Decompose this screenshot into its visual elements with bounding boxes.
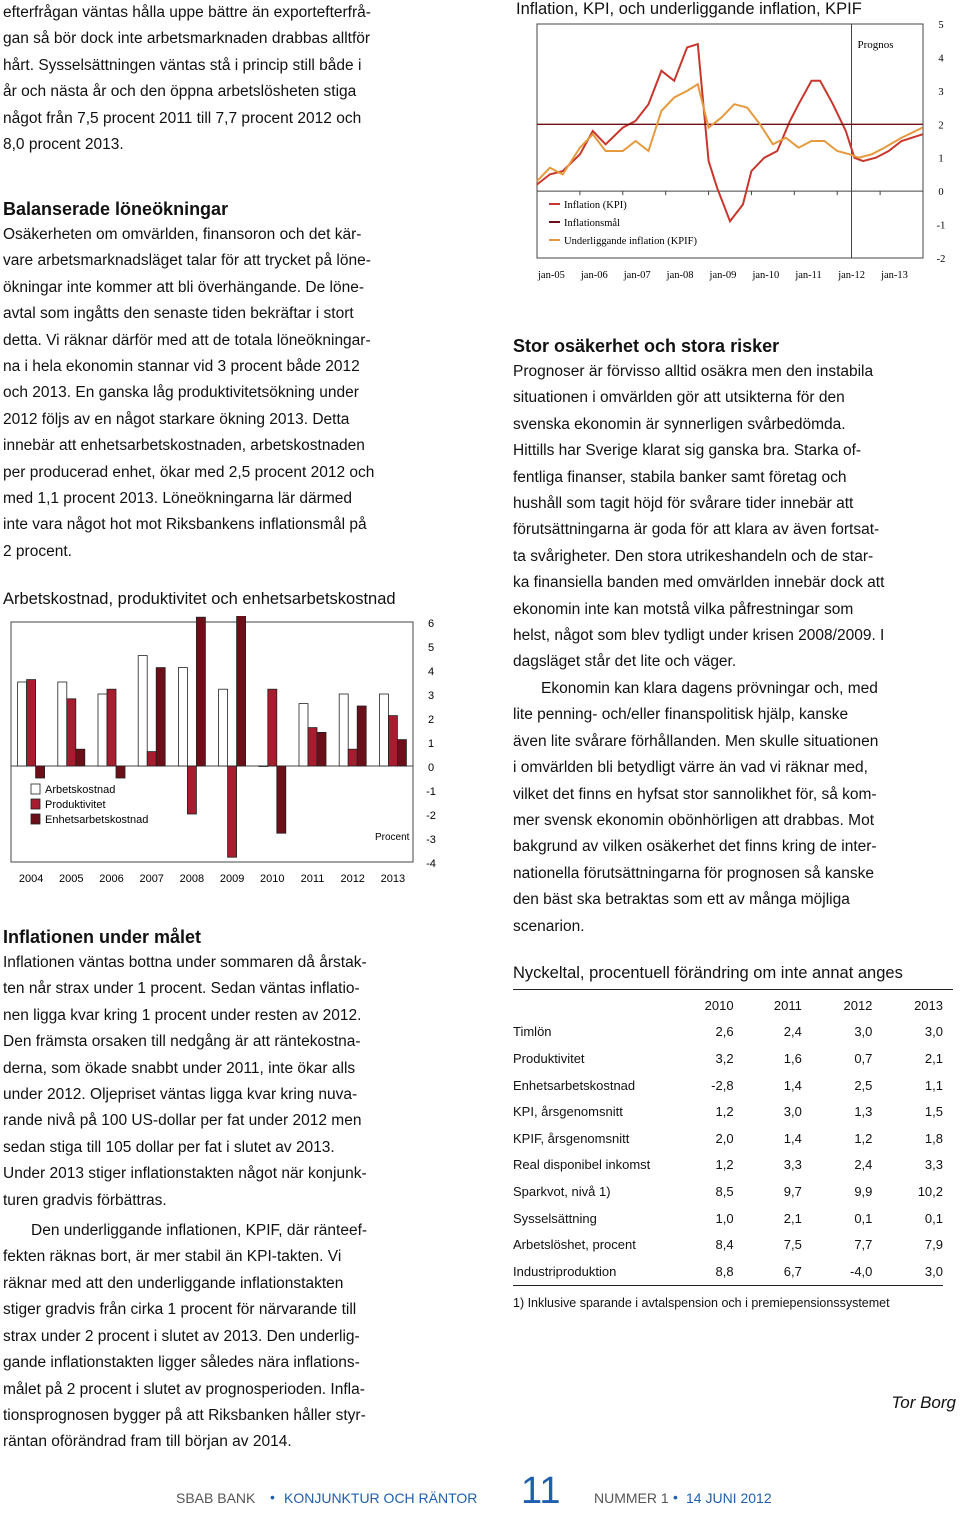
table-cell: 10,2 <box>917 1183 943 1199</box>
footer-date: 14 JUNI 2012 <box>686 1490 772 1506</box>
footer-bullet: • <box>673 1489 678 1505</box>
x-tick-label: 2012 <box>340 873 365 885</box>
bar <box>299 704 308 766</box>
x-tick-label: jan-06 <box>580 270 608 281</box>
y-tick-label: -2 <box>426 810 436 822</box>
bar <box>187 766 196 814</box>
table-cell: 1,4 <box>783 1130 802 1146</box>
table-cell: 8,5 <box>715 1183 734 1199</box>
line-chart-title: Inflation, KPI, och underliggande inflation, KPIF <box>516 0 862 18</box>
table-cell: 8,8 <box>715 1263 734 1279</box>
x-tick-label: 2005 <box>59 873 84 885</box>
y-axis-unit-label: Procent <box>375 832 410 843</box>
section-body: Prognoser är förvisso alltid osäkra men den instabila situationen i omvärlden gör att utsikterna för den svenska ekonomin är synnerligen svårbedömda. Hittills har Sverige klarat sig ganska bra. Starka of- fentliga finanser, stabila banker samt företag och hushåll som tagit höjd för svårare tider innebär att förutsättningarna är goda för att klara av även fortsat- ta svårigheter. Den stora utrikeshandeln och de star- ka finansiella banden med omvärlden innebär dock att ekonomin inte kan motstå vilka påfrestningar som helst, något som blev tydligt under krisen 2008/2009. I dagsläget står det lite och väger. <box>513 363 885 671</box>
table-row <box>513 1258 943 1285</box>
table-cell: 3,0 <box>783 1104 802 1120</box>
x-tick-label: 2004 <box>18 873 44 885</box>
table-cell: 1,3 <box>854 1104 873 1120</box>
bar <box>348 749 357 766</box>
bar <box>156 668 165 766</box>
table-cell: 2,4 <box>783 1024 802 1040</box>
intro-paragraph: efterfrågan väntas hålla uppe bättre än exportefterfrå- gan så bör dock inte arbetsmarknaden drabbas alltför hårt. Sysselsättningen väntas stå i princip still både i år och nästa år och den öppna arbetslösheten stiga något från 7,5 procent 2011 till 7,7 procent 2012 och 8,0 procent 2013. <box>3 4 371 154</box>
table-cell: 1,4 <box>783 1077 802 1093</box>
y-tick-label: 4 <box>938 53 944 65</box>
table-cell: 1,2 <box>715 1157 734 1173</box>
table-cell: 1,2 <box>854 1130 873 1146</box>
legend-label: Underliggande inflation (KPIF) <box>564 236 697 247</box>
table-cell: 3,0 <box>924 1263 943 1279</box>
legend-swatch <box>31 784 40 794</box>
table-row <box>513 1231 943 1258</box>
section-body: Inflationen väntas bottna under sommaren då årstak- ten når strax under 1 procent. Sedan väntas inflatio- nen ligga kvar kring 1 procent under resten av 2012. Den främsta orsaken till nedgång är att räntekostna- derna, som ökade snabbt under 2011, inte ökar alls under 2012. Oljepriset väntas ligga kvar kring nuva- rande nivå på 100 US-dollar per fat under 2012 men sedan stiga till 105 dollar per fat i slutet av 2013. Under 2013 stiger inflationstakten något när konjunk- turen gradvis förbättras. <box>3 954 367 1209</box>
y-tick-label: 3 <box>938 86 944 98</box>
x-tick-label: jan-11 <box>795 270 822 281</box>
table-row-label: Sparkvot, nivå 1) <box>513 1183 611 1199</box>
footer-publisher: SBAB BANK <box>176 1490 256 1506</box>
bar <box>268 689 277 766</box>
table-cell: 1,6 <box>783 1050 802 1066</box>
y-tick-label: 3 <box>427 690 435 702</box>
table-cell: 7,7 <box>854 1237 873 1253</box>
bar <box>277 766 286 833</box>
x-tick-label: 2010 <box>260 873 285 885</box>
signature <box>840 1393 956 1413</box>
bar-chart-block <box>3 590 443 885</box>
bar-chart <box>3 616 443 906</box>
table-cell: 0,1 <box>924 1210 943 1226</box>
bar <box>228 766 237 857</box>
y-tick-label: 4 <box>427 666 435 678</box>
table-cell: 2,1 <box>924 1050 943 1066</box>
table-cell: 1,5 <box>924 1104 943 1120</box>
y-tick-label: 0 <box>427 762 435 774</box>
table-footnote: 1) Inklusive sparande i avtalspension och i premiepensionssystemet <box>513 1295 890 1310</box>
bar <box>98 694 107 766</box>
key-figures-table-block <box>513 964 953 1310</box>
table-cell: 1,1 <box>924 1077 943 1093</box>
legend-label: Arbetskostnad <box>45 784 116 796</box>
x-tick-label: 2011 <box>300 873 325 885</box>
table-header-label <box>513 992 663 1019</box>
legend-label: Inflationsmål <box>564 218 620 229</box>
table-cell: 3,0 <box>854 1024 873 1040</box>
table-row-label: Arbetslöshet, procent <box>513 1237 636 1253</box>
legend-swatch <box>31 799 40 809</box>
y-tick-label: -4 <box>426 858 436 870</box>
x-tick-label: 2006 <box>99 873 124 885</box>
bar <box>76 749 85 766</box>
series-line <box>537 44 923 221</box>
footer-publication: KONJUNKTUR OCH RÄNTOR <box>284 1490 478 1506</box>
table-header-cell: 2012 <box>843 997 873 1013</box>
table-cell: 0,1 <box>854 1210 873 1226</box>
table-cell: 2,6 <box>715 1024 734 1040</box>
section-body: Ekonomin kan klara dagens prövningar och, med lite penning- och/eller finanspolitisk hjälp, kanske även lite svårare förhållanden. Men skulle situationen i omvärlden bli betydligt värre än vad vi räknar med, vilket det finns en hyfsat stor sannolikhet för, så kom- mer svensk ekonomin obönhörligen att drabbas. Mot bakgrund av vilken osäkerhet det finns kring de inter- nationella förutsättningarna för prognosen så kanske den bäst ska betraktas som ett av många möjliga scenarion. <box>513 679 879 935</box>
x-tick-label: jan-09 <box>709 270 737 281</box>
key-figures-table <box>513 992 943 1285</box>
bar <box>259 766 268 767</box>
table-row-label: Sysselsättning <box>513 1210 597 1226</box>
section-body: Osäkerheten om omvärlden, finansoron och det kär- vare arbetsmarknadsläget talar för att trycket på löne- ökningar inte kommer att bli överhängande. De löne- avtal som ingåtts den senaste tiden bekräftar i stort detta. Vi räknar därför med att de totala löneökningar- na i hela ekonomin stannar vid 3 procent både 2012 och 2013. En ganska låg produktivitetsökning under 2012 följs av en något starkare ökning 2013. Detta innebär att enhetsarbetskostnaden, arbetskostnaden per producerad enhet, ökar med 2,5 procent 2012 och med 1,1 procent 2013. Löneökningarna lär därmed inte vara något hot mot Riksbankens inflationsmål på 2 procent. <box>3 226 375 560</box>
table-title: Nyckeltal, procentuell förändring om inte annat anges <box>513 964 903 982</box>
bar <box>147 752 156 766</box>
table-cell: 0,7 <box>854 1050 873 1066</box>
y-tick-label: -1 <box>936 220 946 232</box>
table-header-cell: 2011 <box>773 997 802 1013</box>
table-cell: 2,0 <box>715 1130 734 1146</box>
footer-page-number: 11 <box>521 1470 561 1512</box>
table-row <box>513 1072 943 1099</box>
bar <box>18 682 27 766</box>
table-row-label: KPIF, årsgenomsnitt <box>513 1130 630 1146</box>
legend-label: Inflation (KPI) <box>564 200 627 211</box>
table-cell: 3,3 <box>783 1157 802 1173</box>
table-row <box>513 1125 943 1152</box>
table-row <box>513 1098 943 1125</box>
bar <box>388 716 397 766</box>
y-tick-label: 2 <box>427 714 435 726</box>
bar <box>379 694 388 766</box>
table-cell: 9,7 <box>783 1183 802 1199</box>
section-heading: Balanserade löneökningar <box>3 199 229 219</box>
x-tick-label: jan-13 <box>881 270 908 281</box>
x-tick-label: jan-08 <box>666 270 694 281</box>
x-tick-label: jan-07 <box>623 270 651 281</box>
bar <box>178 668 187 766</box>
bar <box>397 740 406 766</box>
section-body: Den underliggande inflationen, KPIF, där ränteef- fekten räknas bort, är mer stabil än KPI-takten. Vi räknar med att den underliggande inflationstakten stiger gradvis från cirka 1 procent för närvarande till strax under 2 procent i slutet av 2013. Den underlig- gande inflationstakten ligger således nära inflations- målet på 2 procent i slutet av prognosperioden. Infla- tionsprognosen bygger på att Riksbanken håller styr- räntan oförändrad fram till början av 2014. <box>3 1222 368 1451</box>
table-header-row <box>513 992 943 1019</box>
x-tick-label: jan-10 <box>752 270 780 281</box>
table-header-cell: 2013 <box>914 997 943 1013</box>
bar <box>357 706 366 766</box>
bar-chart-title: Arbetskostnad, produktivitet och enhetsarbetskostnad <box>3 590 396 608</box>
table-cell: 7,5 <box>783 1237 802 1253</box>
table-row-label: Enhetsarbetskostnad <box>513 1077 636 1093</box>
y-tick-label: 6 <box>427 618 435 630</box>
author-signature: Tor Borg <box>891 1393 956 1412</box>
bar <box>107 689 116 766</box>
table-row <box>513 1019 943 1046</box>
table-row-label: KPI, årsgenomsnitt <box>513 1104 623 1120</box>
footer-bullet: • <box>270 1489 275 1505</box>
table-row-label: Produktivitet <box>513 1050 585 1066</box>
forecast-annotation: Prognos <box>857 39 894 51</box>
y-tick-label: 1 <box>427 738 435 750</box>
table-cell: 2,5 <box>854 1077 873 1093</box>
y-tick-label: 5 <box>938 20 944 31</box>
table-cell: 2,4 <box>854 1157 873 1173</box>
legend-label: Produktivitet <box>45 799 106 811</box>
x-tick-label: 2009 <box>219 873 245 885</box>
table-cell: 7,9 <box>924 1237 943 1253</box>
page-footer <box>0 1470 960 1512</box>
bar <box>27 680 36 766</box>
table-cell: -4,0 <box>850 1263 873 1279</box>
x-tick-label: jan-05 <box>538 270 565 281</box>
table-row-label: Real disponibel inkomst <box>513 1157 651 1173</box>
line-chart-block <box>513 0 960 310</box>
table-cell: 1,2 <box>715 1104 734 1120</box>
table-row <box>513 1205 943 1232</box>
table-header-cell: 2010 <box>704 997 734 1013</box>
bar <box>58 682 67 766</box>
bar <box>308 728 317 766</box>
bar <box>219 689 228 766</box>
y-tick-label: 1 <box>938 153 944 165</box>
x-tick-label: 2008 <box>179 873 205 885</box>
section-heading: Stor osäkerhet och stora risker <box>513 336 780 356</box>
bar <box>67 699 76 766</box>
footer-issue: NUMMER 1 <box>594 1490 669 1506</box>
table-cell: 6,7 <box>783 1263 802 1279</box>
table-cell: 1,0 <box>715 1210 734 1226</box>
table-cell: 2,1 <box>783 1210 802 1226</box>
bar <box>196 617 205 766</box>
bar <box>116 766 125 778</box>
y-tick-label: 2 <box>938 120 944 132</box>
legend-swatch <box>31 814 40 824</box>
line-chart <box>513 18 960 308</box>
x-tick-label: jan-12 <box>838 270 866 281</box>
table-row-label: Industriproduktion <box>513 1263 617 1279</box>
table-cell: 8,4 <box>715 1237 734 1253</box>
table-row <box>513 1152 943 1179</box>
section-balanserade <box>3 196 443 565</box>
y-tick-label: 5 <box>427 642 435 654</box>
bar <box>237 616 246 766</box>
legend-label: Enhetsarbetskostnad <box>45 814 149 826</box>
left-column <box>3 0 443 158</box>
bar <box>36 766 45 778</box>
y-tick-label: -2 <box>936 254 946 265</box>
y-tick-label: -3 <box>426 834 436 846</box>
table-cell: 9,9 <box>854 1183 873 1199</box>
table-cell: 3,3 <box>924 1157 943 1173</box>
table-row <box>513 1178 943 1205</box>
y-tick-label: 0 <box>938 187 944 199</box>
table-cell: 3,0 <box>924 1024 943 1040</box>
section-inflation <box>3 924 443 1456</box>
bar <box>339 694 348 766</box>
table-cell: 1,8 <box>924 1130 943 1146</box>
table-cell: -2,8 <box>711 1077 734 1093</box>
x-tick-label: 2007 <box>139 873 164 885</box>
section-heading: Inflationen under målet <box>3 927 202 947</box>
table-row <box>513 1045 943 1072</box>
y-tick-label: -1 <box>426 786 436 798</box>
bar <box>317 732 326 766</box>
section-osakerhet <box>513 333 960 940</box>
bar <box>138 656 147 766</box>
table-row-label: Timlön <box>513 1024 552 1040</box>
x-tick-label: 2013 <box>380 873 406 885</box>
table-bottom-rule <box>513 1285 943 1286</box>
table-cell: 3,2 <box>715 1050 734 1066</box>
table-top-rule <box>513 989 953 990</box>
